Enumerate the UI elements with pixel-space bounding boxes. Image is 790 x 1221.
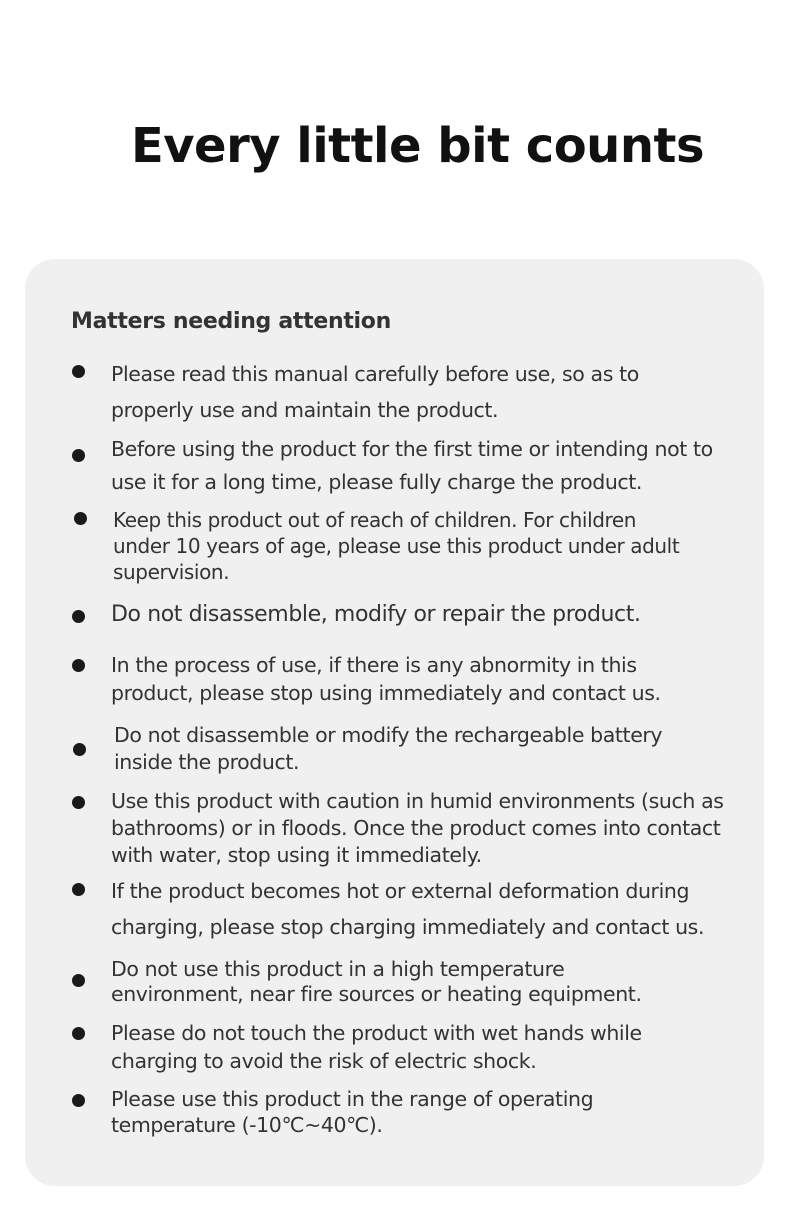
bullet-icon (72, 1094, 85, 1107)
list-item-text: Please use this product in the range of operating temperature (-10℃~40℃). (111, 1087, 594, 1137)
list-item-text: Do not use this product in a high temperature environment, near fire sources or heating equipment. (111, 957, 642, 1006)
bullet-icon (72, 883, 85, 896)
page-title: Every little bit counts (130, 118, 705, 174)
list-item-text: In the process of use, if there is any abnormity in this product, please stop using immediately and contact us. (111, 653, 661, 705)
bullet-icon (72, 659, 85, 672)
bullet-icon (73, 743, 86, 756)
bullet-icon (72, 974, 85, 987)
bullet-icon (72, 449, 85, 462)
bullet-icon (74, 512, 87, 525)
list-item-text: Do not disassemble, modify or repair the product. (111, 602, 641, 627)
bullet-icon (72, 796, 85, 809)
list-item-text: If the product becomes hot or external deformation during charging, please stop charging immediately and contact us. (111, 879, 705, 939)
list-item-text: Before using the product for the first time or intending not to use it for a long time, please fully charge the product. (111, 437, 713, 494)
list-item-text: Use this product with caution in humid environments (such as bathrooms) or in floods. Once the product comes into contact with water, stop using it immediately. (111, 789, 724, 867)
bullet-icon (72, 610, 85, 623)
list-item-text: Please do not touch the product with wet hands while charging to avoid the risk of electric shock. (111, 1021, 642, 1073)
list-item-text: Keep this product out of reach of children. For children under 10 years of age, please use this product under adult supervision. (113, 508, 680, 584)
bullet-icon (72, 365, 85, 378)
list-item-text: Do not disassemble or modify the rechargeable battery inside the product. (114, 723, 663, 774)
bullet-icon (72, 1027, 85, 1040)
card-heading: Matters needing attention (71, 309, 391, 334)
list-item-text: Please read this manual carefully before use, so as to properly use and maintain the product. (111, 362, 639, 422)
